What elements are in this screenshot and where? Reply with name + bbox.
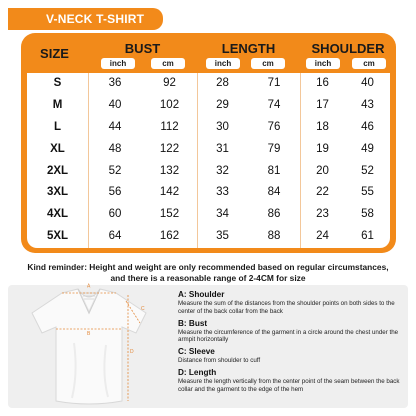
shoulder-cm-cell: 58 (361, 208, 374, 221)
header-bust-label: BUST (124, 41, 161, 56)
size-cell: S (53, 77, 62, 89)
bust-inch-cell: 60 (108, 208, 122, 221)
definition-title: C: Sleeve (178, 347, 215, 357)
table-row (27, 182, 390, 204)
unit-cm-pill: cm (251, 58, 285, 69)
header-shoulder-label: SHOULDER (311, 41, 385, 56)
length-cm-cell: 79 (267, 142, 281, 155)
t-shirt-illustration-svg (22, 283, 157, 411)
unit-cm-pill: cm (352, 58, 386, 69)
header-size-label: SIZE (40, 46, 69, 61)
definition-title: D: Length (178, 368, 217, 378)
shoulder-cm-cell: 61 (361, 230, 374, 243)
size-cell: 3XL (46, 186, 69, 199)
shoulder-cm-cell: 52 (361, 164, 374, 177)
definition-length (178, 368, 408, 393)
table-row (27, 204, 390, 226)
bust-cm-cell: 152 (159, 208, 180, 221)
shoulder-inch-cell: 24 (316, 230, 329, 243)
length-inch-cell: 34 (216, 208, 229, 221)
length-cm-cell: 88 (267, 230, 281, 243)
size-cell: 2XL (46, 164, 69, 177)
length-inch-cell: 29 (216, 98, 229, 111)
bust-inch-cell: 56 (108, 186, 122, 199)
header-shoulder (300, 33, 396, 71)
shoulder-inch-cell: 22 (316, 186, 329, 199)
shoulder-cm-cell: 49 (361, 142, 374, 155)
size-cell: XL (50, 142, 65, 155)
shoulder-cm-cell: 46 (361, 120, 374, 133)
table-rows (27, 73, 390, 248)
unit-inch-pill: inch (206, 58, 240, 69)
bust-inch-cell: 64 (108, 230, 122, 243)
table-row (27, 139, 390, 161)
kind-reminder: Kind reminder: Height and weight are only recommended based on regular circumstances, and there is a reasonable range of 2-4CM for size (27, 262, 389, 283)
column-divider (197, 73, 198, 248)
length-cm-cell: 84 (267, 186, 281, 199)
header-size (21, 33, 88, 71)
bust-cm-cell: 92 (163, 77, 176, 89)
column-divider (88, 73, 89, 248)
length-inch-cell: 31 (216, 142, 229, 155)
bust-inch-cell: 40 (108, 98, 122, 111)
table-row (27, 117, 390, 139)
size-cell: 5XL (46, 230, 69, 243)
length-cm-cell: 76 (267, 120, 281, 133)
shoulder-inch-cell: 18 (316, 120, 329, 133)
length-inch-cell: 33 (216, 186, 229, 199)
unit-cm-pill: cm (151, 58, 185, 69)
shoulder-inch-cell: 19 (316, 142, 329, 155)
bust-cm-cell: 162 (159, 230, 180, 243)
shoulder-inch-cell: 23 (316, 208, 329, 221)
bust-inch-cell: 52 (108, 164, 122, 177)
size-cell: M (52, 98, 63, 111)
definition-shoulder (178, 290, 408, 315)
header-bust (88, 33, 197, 71)
length-cm-cell: 74 (267, 98, 281, 111)
length-cm-cell: 86 (267, 208, 281, 221)
length-cm-cell: 71 (267, 77, 281, 89)
shoulder-inch-cell: 16 (316, 77, 329, 89)
definition-text: Distance from shoulder to cuff (178, 357, 261, 365)
measurement-definitions (178, 290, 408, 397)
column-divider (300, 73, 301, 248)
size-chart-table (21, 33, 396, 253)
length-inch-cell: 30 (216, 120, 229, 133)
shoulder-inch-cell: 17 (316, 98, 329, 111)
shoulder-cm-cell: 40 (361, 77, 374, 89)
bust-inch-cell: 48 (108, 142, 122, 155)
bust-cm-cell: 122 (159, 142, 180, 155)
table-row (27, 95, 390, 117)
definition-title: B: Bust (178, 318, 208, 328)
definition-text: Measure the length vertically from the center point of the seam between the back collar and the garment to the edge of the hem (178, 378, 400, 394)
table-row (27, 161, 390, 183)
table-header (21, 33, 396, 71)
bust-inch-cell: 36 (108, 77, 122, 89)
shoulder-cm-cell: 55 (361, 186, 374, 199)
length-inch-cell: 32 (216, 164, 229, 177)
diagram-label-a: A (87, 283, 91, 290)
definition-sleeve (178, 347, 408, 365)
bust-cm-cell: 132 (159, 164, 180, 177)
table-row (27, 73, 390, 95)
size-cell: 4XL (46, 208, 69, 221)
bust-cm-cell: 102 (159, 98, 180, 111)
table-body (27, 73, 390, 248)
unit-inch-pill: inch (306, 58, 340, 69)
shoulder-cm-cell: 43 (361, 98, 374, 111)
length-cm-cell: 81 (267, 164, 281, 177)
definition-title: A: Shoulder (178, 290, 225, 299)
header-length-label: LENGTH (221, 41, 276, 56)
header-length (197, 33, 300, 71)
page-title: V-NECK T-SHIRT (8, 8, 163, 30)
table-row (27, 226, 390, 248)
bust-inch-cell: 44 (108, 120, 122, 133)
diagram-label-c: C (141, 306, 145, 312)
diagram-label-d: D (130, 349, 134, 355)
unit-inch-pill: inch (101, 58, 135, 69)
shoulder-inch-cell: 20 (316, 164, 329, 177)
definition-text: Measure the circumference of the garment in a circle around the chest under the armpit horizontally (178, 328, 399, 344)
t-shirt-illustration (22, 283, 157, 411)
length-inch-cell: 35 (216, 230, 229, 243)
bust-cm-cell: 142 (159, 186, 180, 199)
definition-bust (178, 319, 408, 344)
diagram-label-b: B (87, 331, 91, 337)
length-inch-cell: 28 (216, 77, 229, 89)
bust-cm-cell: 112 (160, 120, 179, 133)
size-cell: L (53, 120, 62, 133)
definition-text: Measure the sum of the distances from the shoulder points on both sides to the center of the back collar from the back (178, 300, 395, 315)
